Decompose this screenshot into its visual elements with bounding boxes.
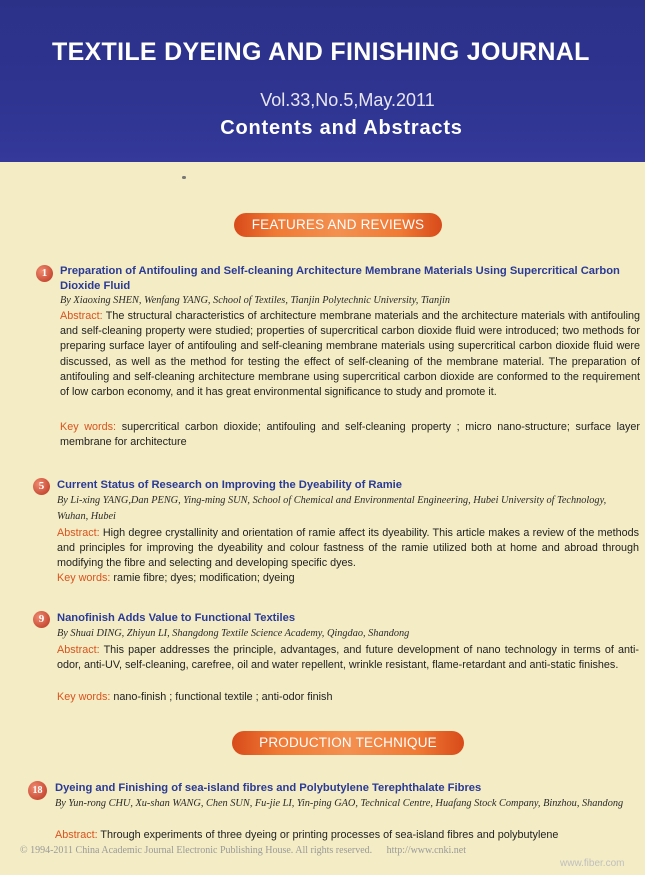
article-title[interactable]: Current Status of Research on Improving the Dyeability of Ramie	[57, 479, 403, 491]
copyright-text: © 1994-2011 China Academic Journal Electronic Publishing House. All rights reserved.	[20, 845, 373, 856]
article-title[interactable]: Dyeing and Finishing of sea-island fibres and Polybutylene Terephthalate Fibres	[55, 782, 482, 794]
section-label: PRODUCTION TECHNIQUE	[259, 735, 437, 750]
article-keywords	[60, 420, 640, 450]
journal-header	[0, 0, 645, 162]
abstract-label: Abstract:	[55, 829, 98, 841]
abstract-label: Abstract:	[60, 310, 103, 322]
article-authors: By Shuai DING, Zhiyun LI, Shangdong Textile Science Academy, Qingdao, Shandong	[57, 628, 410, 639]
page-number-badge: 18	[28, 781, 47, 800]
article-abstract	[57, 643, 639, 673]
section-label: FEATURES AND REVIEWS	[251, 217, 425, 232]
page-number-badge: 1	[36, 265, 53, 282]
keywords-label: Key words:	[57, 691, 111, 703]
cnki-link[interactable]: http://www.cnki.net	[386, 845, 467, 856]
abstract-text: High degree crystallinity and orientation of ramie affect its dyeability. This article makes a review of the methods and principles for improving the dyeability and colour fastness of the ramie utilized both at home and abroad through modifying the fibre and selecting and developing specific dyes.	[57, 527, 640, 570]
section-banner-production	[232, 731, 464, 755]
decorative-dot	[182, 176, 186, 179]
article-title[interactable]: Preparation of Antifouling and Self-cleaning Architecture Membrane Materials Using Supercritical Carbon Dioxide Fluid	[60, 265, 620, 292]
abstract-text: This paper addresses the principle, advantages, and future development of nano technology in terms of anti-odor, anti-UV, self-cleaning, carefree, oil and water repellent, wrinkle resistant, flame-retardant and anti-static finishes.	[57, 644, 639, 672]
copyright-footer	[20, 845, 478, 856]
section-banner-features	[234, 213, 442, 237]
article-authors: By Li-xing YANG,Dan PENG, Ying-ming SUN, School of Chemical and Environmental Engineering, Hubei University of Technology, Wuhan, Hubei	[57, 495, 607, 522]
keywords-label: Key words:	[60, 421, 117, 433]
contents-title: Contents and Abstracts	[220, 117, 463, 139]
site-watermark: www.fiber.com	[560, 858, 625, 869]
keywords-text: supercritical carbon dioxide; antifouling and self-cleaning property ; micro nano-structure; surface layer membrane for architecture	[60, 421, 641, 449]
article-authors: By Xiaoxing SHEN, Wenfang YANG, School of Textiles, Tianjin Polytechnic University, Tianjin	[60, 295, 451, 306]
article-authors: By Yun-rong CHU, Xu-shan WANG, Chen SUN, Fu-jie LI, Yin-ping GAO, Technical Centre, Huafang Stock Company, Binzhou, Shandong	[55, 798, 624, 809]
article-abstract	[55, 828, 640, 843]
abstract-label: Abstract:	[57, 644, 100, 656]
article-abstract	[60, 309, 640, 400]
abstract-text: Through experiments of three dyeing or printing processes of sea-island fibres and polybutylene	[100, 829, 559, 841]
journal-title: TEXTILE DYEING AND FINISHING JOURNAL	[52, 38, 590, 66]
page-number-badge: 9	[33, 611, 50, 628]
issue-info: Vol.33,No.5,May.2011	[260, 90, 435, 110]
keywords-text: ramie fibre; dyes; modification; dyeing	[113, 572, 295, 584]
page-number-badge: 5	[33, 478, 50, 495]
article-keywords	[57, 690, 639, 705]
article-abstract	[57, 526, 639, 572]
article-title[interactable]: Nanofinish Adds Value to Functional Textiles	[57, 612, 296, 624]
keywords-label: Key words:	[57, 572, 111, 584]
abstract-text: The structural characteristics of architecture membrane materials and the architecture materials with antifouling and self-cleaning property were studied; properties of supercritical carbon dioxide fluid were introduced; two methods for preparing surface layer of antifouling and self-cleaning membrane materials using supercritical carbon dioxide fluid were discussed, as well as the method for testing the effect of self-cleaning of the membrane material. The preparation of antifouling and self-cleaning architecture membrane using supercritical carbon dioxide are conformed to the requirement of low carbon economy, and it has great environmental significance to study and promote it.	[60, 310, 640, 399]
article-keywords	[57, 571, 639, 586]
keywords-text: nano-finish ; functional textile ; anti-odor finish	[113, 691, 333, 703]
abstract-label: Abstract:	[57, 527, 100, 539]
